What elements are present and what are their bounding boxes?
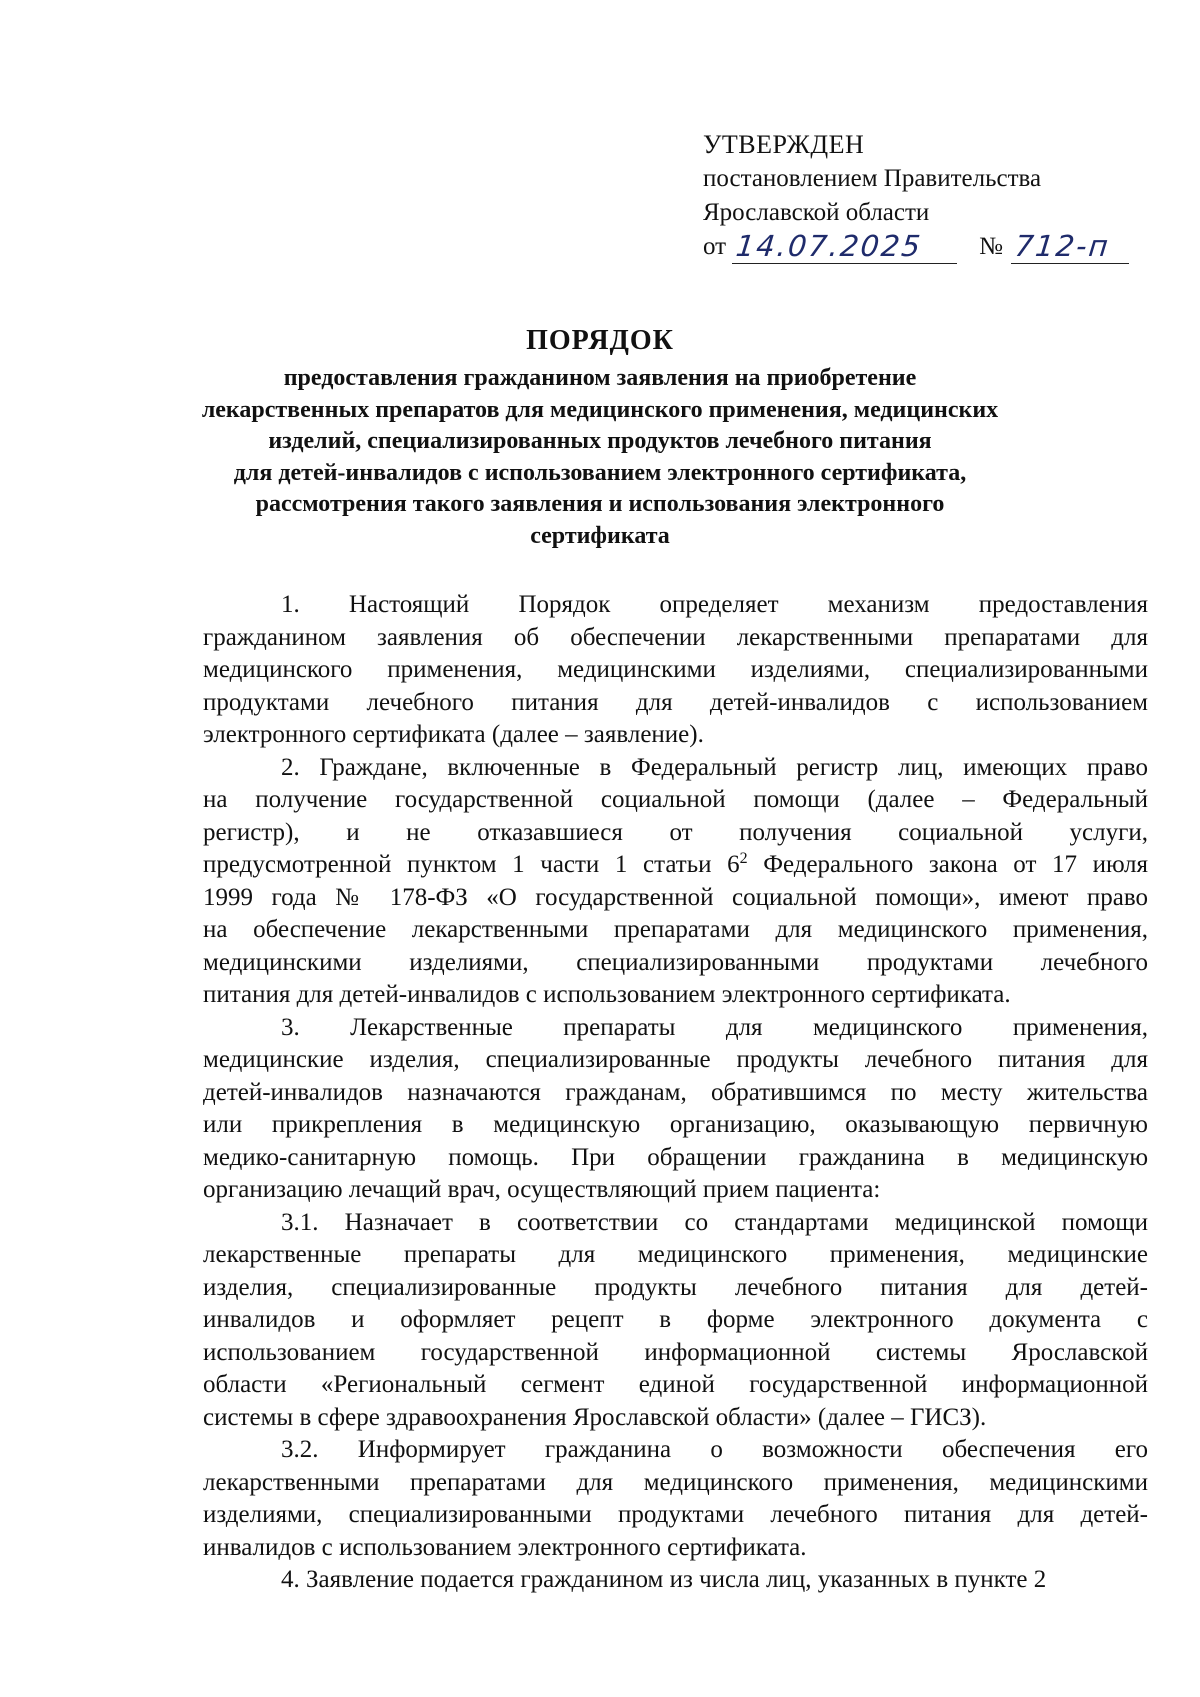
document-body bbox=[203, 589, 1148, 1597]
superscript: 2 bbox=[739, 850, 748, 867]
document-subtitle bbox=[160, 363, 1040, 552]
subtitle-line: лекарственных препаратов для медицинского применения, медицинских bbox=[201, 396, 999, 423]
text-line: медико-санитарную помощь. При обращении гражданина в медицинскую bbox=[203, 1143, 1148, 1171]
text-line-with-superscript bbox=[203, 849, 1148, 882]
text-line: лекарственными препаратами для медицинского применения, медицинскими bbox=[203, 1468, 1148, 1496]
paragraph-3 bbox=[203, 1012, 1148, 1207]
text-line: 1999 года № 178-ФЗ «О государственной социальной помощи», имеют право bbox=[203, 883, 1148, 911]
text-line: лекарственные препараты для медицинского применения, медицинские bbox=[203, 1241, 1148, 1268]
text-line: на получение государственной социальной помощи (далее – Федеральный bbox=[203, 786, 1148, 813]
text-line: гражданином заявления об обеспечении лекарственными препаратами для bbox=[203, 623, 1148, 651]
text-line: области «Региональный сегмент единой государственной информационной bbox=[203, 1371, 1148, 1398]
handwritten-number: 712-п bbox=[1013, 229, 1112, 263]
text-line: 3.1. Назначает в соответствии со стандартами медицинской помощи bbox=[281, 1208, 1148, 1236]
number-prefix: № bbox=[979, 233, 1003, 260]
subtitle-line: сертификата bbox=[530, 522, 670, 549]
text-line: 4. Заявление подается гражданином из числа лиц, указанных в пункте 2 bbox=[281, 1566, 1047, 1593]
text-line: использованием государственной информационной системы Ярославской bbox=[203, 1338, 1148, 1366]
text-line: 2. Граждане, включенные в Федеральный регистр лиц, имеющих право bbox=[281, 753, 1148, 781]
title-block bbox=[160, 323, 1040, 552]
approval-line-1: постановлением Правительства bbox=[703, 165, 1042, 192]
text-line: на обеспечение лекарственными препаратами для медицинского применения, bbox=[203, 916, 1148, 943]
text-line: 3.2. Информирует гражданина о возможности обеспечения его bbox=[281, 1436, 1148, 1463]
number-blank-line bbox=[1011, 229, 1129, 264]
text-line: медицинскими изделиями, специализированными продуктами лечебного bbox=[203, 948, 1148, 976]
text-line: питания для детей-инвалидов с использованием электронного сертификата. bbox=[203, 981, 1011, 1008]
text-line: электронного сертификата (далее – заявление). bbox=[203, 721, 704, 748]
paragraph-2 bbox=[203, 752, 1148, 1012]
text-line: изделиями, специализированными продуктами лечебного питания для детей- bbox=[203, 1501, 1148, 1528]
approval-line-2: Ярославской области bbox=[703, 199, 930, 226]
text-line: системы в сфере здравоохранения Ярославской области» (далее – ГИСЗ). bbox=[203, 1403, 987, 1431]
paragraph-3-2 bbox=[203, 1434, 1148, 1564]
paragraph-4 bbox=[203, 1564, 1148, 1597]
subtitle-line: рассмотрения такого заявления и использования электронного bbox=[255, 491, 945, 517]
subtitle-line: предоставления гражданином заявления на приобретение bbox=[283, 365, 917, 391]
text-line: 1. Настоящий Порядок определяет механизм предоставления bbox=[281, 591, 1148, 618]
document-title: ПОРЯДОК bbox=[526, 325, 674, 356]
text-line: организацию лечащий врач, осуществляющий прием пациента: bbox=[203, 1176, 881, 1203]
handwritten-date: 14.07.2025 bbox=[734, 229, 924, 263]
text-line: продуктами лечебного питания для детей-инвалидов с использованием bbox=[203, 688, 1148, 716]
approval-date-row bbox=[703, 230, 1163, 264]
approval-heading: УТВЕРЖДЕН bbox=[703, 130, 865, 159]
text-line: инвалидов и оформляет рецепт в форме электронного документа с bbox=[203, 1306, 1148, 1333]
text-line: медицинского применения, медицинскими изделиями, специализированными bbox=[203, 656, 1148, 683]
text-fragment: предусмотренной пунктом 1 части 1 статьи 6 bbox=[203, 851, 740, 878]
text-line: 3. Лекарственные препараты для медицинского применения, bbox=[281, 1013, 1148, 1041]
date-blank-line bbox=[732, 229, 957, 264]
paragraph-3-1 bbox=[203, 1207, 1148, 1435]
paragraph-1 bbox=[203, 589, 1148, 752]
subtitle-line: изделий, специализированных продуктов лечебного питания bbox=[268, 428, 932, 454]
text-fragment: Федерального закона от 17 июля bbox=[747, 851, 1148, 878]
date-prefix: от bbox=[703, 233, 727, 260]
text-line: инвалидов с использованием электронного сертификата. bbox=[203, 1533, 807, 1561]
text-line: или прикрепления в медицинскую организацию, оказывающую первичную bbox=[203, 1111, 1148, 1138]
text-line: детей-инвалидов назначаются гражданам, обратившимся по месту жительства bbox=[203, 1078, 1148, 1106]
subtitle-line: для детей-инвалидов с использованием электронного сертификата, bbox=[233, 459, 967, 486]
approval-block bbox=[703, 128, 1163, 264]
text-line: медицинские изделия, специализированные продукты лечебного питания для bbox=[203, 1046, 1148, 1073]
text-line: регистр), и не отказавшиеся от получения социальной услуги, bbox=[203, 818, 1148, 846]
text-line: изделия, специализированные продукты лечебного питания для детей- bbox=[203, 1273, 1148, 1301]
